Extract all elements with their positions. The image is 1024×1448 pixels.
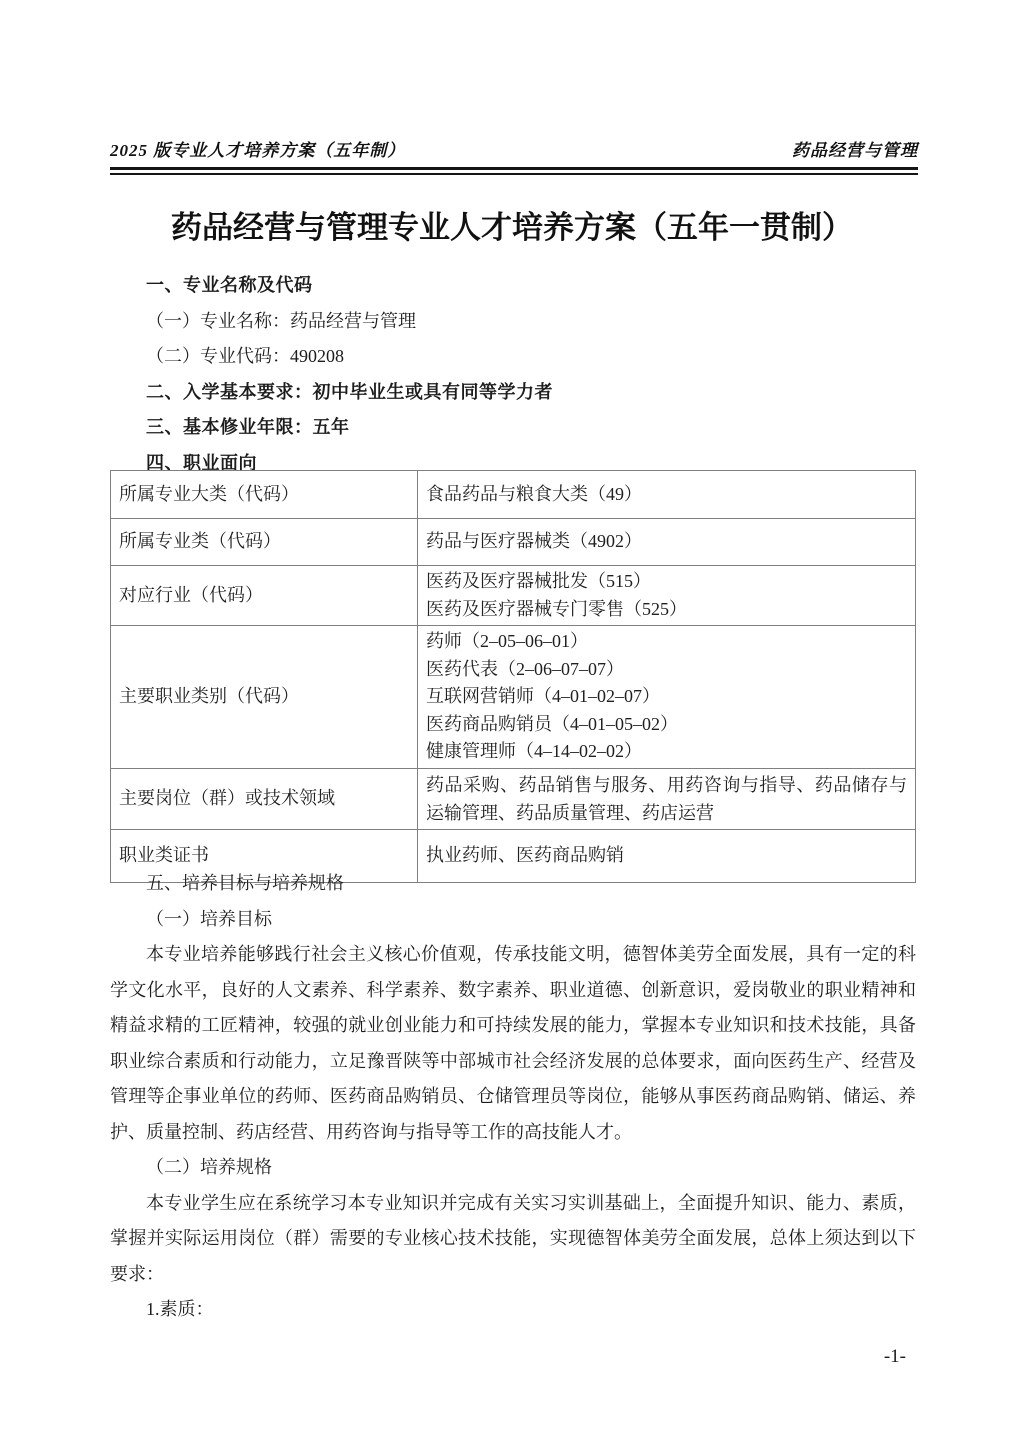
table-row xyxy=(111,768,916,829)
header-left-text: 2025 版专业人才培养方案（五年制） xyxy=(110,141,406,160)
table-row xyxy=(111,471,916,519)
section-4-heading: 四、职业面向 xyxy=(146,452,257,473)
row-label: 对应行业（代码） xyxy=(119,584,263,605)
row-label: 所属专业类（代码） xyxy=(119,531,281,552)
table-row xyxy=(111,566,916,626)
section-1-item-code: （二）专业代码：490208 xyxy=(146,346,344,366)
training-spec-paragraph: 本专业学生应在系统学习本专业知识并完成有关实习实训基础上，全面提升知识、能力、素质，掌握并实际运用岗位（群）需要的专业核心技术技能，实现德智体美劳全面发展，总体上须达到以下要求： xyxy=(110,1192,916,1284)
row-value: 执业药师、医药商品购销 xyxy=(426,844,624,865)
row-value-cell xyxy=(418,519,916,566)
page-number: -1- xyxy=(883,1346,906,1367)
row-value-cell xyxy=(418,626,916,769)
row-value-line: 医药及医疗器械批发（515） xyxy=(426,571,651,591)
row-value-line: 互联网营销师（4–01–02–07） xyxy=(426,686,660,706)
table-row xyxy=(111,519,916,566)
row-label-cell xyxy=(111,519,418,566)
row-label: 主要职业类别（代码） xyxy=(119,686,299,706)
intro-sections xyxy=(110,268,916,481)
header-double-rule xyxy=(110,167,918,175)
row-value: 食品药品与粮食大类（49） xyxy=(426,483,642,504)
table-row xyxy=(111,626,916,769)
section-1-item-name: （一）专业名称：药品经营与管理 xyxy=(146,310,416,331)
section-2-heading: 二、入学基本要求：初中毕业生或具有同等学力者 xyxy=(146,381,553,402)
section-3-heading: 三、基本修业年限：五年 xyxy=(146,417,350,437)
header-right-text: 药品经营与管理 xyxy=(792,141,918,160)
quality-item-label: 1.素质： xyxy=(146,1299,214,1319)
row-value-cell xyxy=(418,471,916,519)
section-5-sub1-heading: （一）培养目标 xyxy=(146,908,272,929)
row-label-cell xyxy=(111,566,418,626)
page-title: 药品经营与管理专业人才培养方案（五年一贯制） xyxy=(171,210,853,245)
row-label: 主要岗位（群）或技术领域 xyxy=(119,787,335,808)
row-value-line: 医药商品购销员（4–01–05–02） xyxy=(426,713,678,734)
training-goal-paragraph: 本专业培养能够践行社会主义核心价值观，传承技能文明，德智体美劳全面发展，具有一定的科学文化水平，良好的人文素养、科学素养、数字素养、职业道德、创新意识，爱岗敬业的职业精神和精益求精的工匠精神，较强的就业创业能力和可持续发展的能力，掌握本专业知识和技术技能，具备职业综合素质和行动能力，立足豫晋陕等中部城市社会经济发展的总体要求，面向医药生产、经营及管理等企事业单位的药师、医药商品购销员、仓储管理员等岗位，能够从事医药商品购销、储运、养护、质量控制、药店经营、用药咨询与指导等工作的高技能人才。 xyxy=(110,944,916,1142)
row-label-cell xyxy=(111,768,418,829)
row-value-line: 健康管理师（4–14–02–02） xyxy=(426,741,642,761)
row-value-line: 医药及医疗器械专门零售（525） xyxy=(426,598,687,619)
row-value-line: 药师（2–05–06–01） xyxy=(426,631,588,651)
row-value: 药品与医疗器械类（4902） xyxy=(426,531,642,552)
row-label-cell xyxy=(111,471,418,519)
row-value-line: 医药代表（2–06–07–07） xyxy=(426,658,624,679)
row-value-cell xyxy=(418,566,916,626)
row-value-cell xyxy=(418,768,916,829)
section-5-sub2-heading: （二）培养规格 xyxy=(146,1157,272,1177)
row-label: 职业类证书 xyxy=(119,844,209,865)
row-value: 药品采购、药品销售与服务、用药咨询与指导、药品储存与运输管理、药品质量管理、药店运营 xyxy=(426,774,907,823)
row-label-cell xyxy=(111,626,418,769)
section-5-heading: 五、培养目标与培养规格 xyxy=(146,873,344,893)
career-orientation-table xyxy=(110,470,916,883)
row-label: 所属专业大类（代码） xyxy=(119,483,299,504)
page-header xyxy=(110,136,918,161)
section-1-heading: 一、专业名称及代码 xyxy=(146,275,313,295)
section-5 xyxy=(110,866,916,1328)
